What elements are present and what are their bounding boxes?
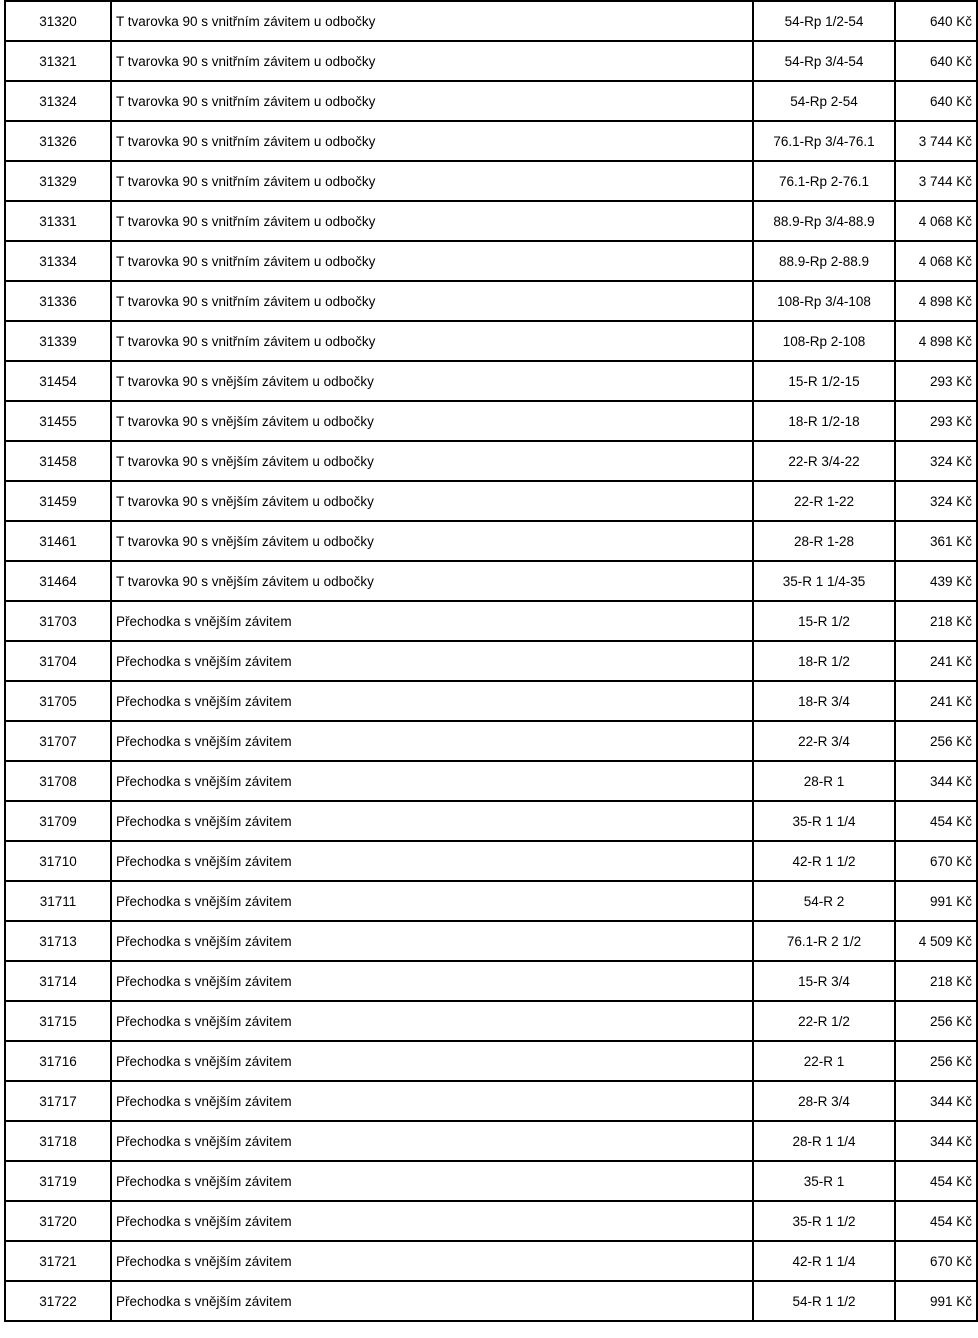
product-size: 22-R 1-22 bbox=[753, 481, 895, 521]
product-code: 31458 bbox=[5, 441, 111, 481]
product-size: 15-R 1/2-15 bbox=[753, 361, 895, 401]
product-price: 324 Kč bbox=[895, 481, 977, 521]
product-description: Přechodka s vnějším závitem bbox=[111, 881, 753, 921]
product-code: 31464 bbox=[5, 561, 111, 601]
product-code: 31705 bbox=[5, 681, 111, 721]
product-size: 54-Rp 1/2-54 bbox=[753, 1, 895, 41]
product-size: 35-R 1 bbox=[753, 1161, 895, 1201]
product-code: 31721 bbox=[5, 1241, 111, 1281]
product-description: T tvarovka 90 s vnitřním závitem u odbočky bbox=[111, 241, 753, 281]
table-row bbox=[5, 1161, 977, 1201]
product-code: 31722 bbox=[5, 1281, 111, 1321]
product-price: 4 068 Kč bbox=[895, 201, 977, 241]
product-size: 54-R 1 1/2 bbox=[753, 1281, 895, 1321]
product-code: 31713 bbox=[5, 921, 111, 961]
product-price: 454 Kč bbox=[895, 801, 977, 841]
product-code: 31703 bbox=[5, 601, 111, 641]
product-price: 991 Kč bbox=[895, 881, 977, 921]
table-row bbox=[5, 41, 977, 81]
product-price: 293 Kč bbox=[895, 361, 977, 401]
product-code: 31454 bbox=[5, 361, 111, 401]
product-code: 31331 bbox=[5, 201, 111, 241]
table-row bbox=[5, 1241, 977, 1281]
product-price: 344 Kč bbox=[895, 761, 977, 801]
product-code: 31334 bbox=[5, 241, 111, 281]
product-code: 31720 bbox=[5, 1201, 111, 1241]
product-price: 241 Kč bbox=[895, 681, 977, 721]
product-description: Přechodka s vnějším závitem bbox=[111, 601, 753, 641]
product-description: Přechodka s vnějším závitem bbox=[111, 961, 753, 1001]
product-price: 324 Kč bbox=[895, 441, 977, 481]
product-size: 35-R 1 1/4-35 bbox=[753, 561, 895, 601]
product-price: 4 898 Kč bbox=[895, 281, 977, 321]
table-row bbox=[5, 1281, 977, 1321]
product-price: 3 744 Kč bbox=[895, 121, 977, 161]
product-size: 28-R 1 bbox=[753, 761, 895, 801]
product-size: 18-R 1/2 bbox=[753, 641, 895, 681]
table-row bbox=[5, 921, 977, 961]
table-row bbox=[5, 681, 977, 721]
table-row bbox=[5, 441, 977, 481]
product-price: 218 Kč bbox=[895, 961, 977, 1001]
product-code: 31321 bbox=[5, 41, 111, 81]
product-size: 18-R 3/4 bbox=[753, 681, 895, 721]
product-description: Přechodka s vnějším závitem bbox=[111, 1161, 753, 1201]
product-code: 31336 bbox=[5, 281, 111, 321]
product-price: 3 744 Kč bbox=[895, 161, 977, 201]
product-code: 31719 bbox=[5, 1161, 111, 1201]
table-row bbox=[5, 1201, 977, 1241]
table-row bbox=[5, 1121, 977, 1161]
product-size: 22-R 1 bbox=[753, 1041, 895, 1081]
product-description: T tvarovka 90 s vnitřním závitem u odbočky bbox=[111, 1, 753, 41]
product-code: 31329 bbox=[5, 161, 111, 201]
table-row bbox=[5, 1041, 977, 1081]
product-description: T tvarovka 90 s vnějším závitem u odbočky bbox=[111, 561, 753, 601]
product-description: T tvarovka 90 s vnitřním závitem u odbočky bbox=[111, 321, 753, 361]
product-price: 218 Kč bbox=[895, 601, 977, 641]
product-code: 31324 bbox=[5, 81, 111, 121]
product-size: 76.1-R 2 1/2 bbox=[753, 921, 895, 961]
product-code: 31455 bbox=[5, 401, 111, 441]
table-row bbox=[5, 1081, 977, 1121]
table-row bbox=[5, 561, 977, 601]
product-description: T tvarovka 90 s vnitřním závitem u odbočky bbox=[111, 201, 753, 241]
product-size: 22-R 3/4-22 bbox=[753, 441, 895, 481]
product-code: 31326 bbox=[5, 121, 111, 161]
product-size: 15-R 1/2 bbox=[753, 601, 895, 641]
product-description: T tvarovka 90 s vnějším závitem u odbočky bbox=[111, 481, 753, 521]
product-code: 31716 bbox=[5, 1041, 111, 1081]
table-row bbox=[5, 601, 977, 641]
product-size: 54-Rp 2-54 bbox=[753, 81, 895, 121]
product-description: T tvarovka 90 s vnitřním závitem u odbočky bbox=[111, 121, 753, 161]
table-row bbox=[5, 321, 977, 361]
product-description: Přechodka s vnějším závitem bbox=[111, 1001, 753, 1041]
product-code: 31339 bbox=[5, 321, 111, 361]
product-code: 31459 bbox=[5, 481, 111, 521]
table-row bbox=[5, 881, 977, 921]
product-description: T tvarovka 90 s vnějším závitem u odbočky bbox=[111, 521, 753, 561]
product-description: Přechodka s vnějším závitem bbox=[111, 761, 753, 801]
product-price: 241 Kč bbox=[895, 641, 977, 681]
product-price: 256 Kč bbox=[895, 1041, 977, 1081]
product-size: 88.9-Rp 2-88.9 bbox=[753, 241, 895, 281]
product-size: 42-R 1 1/4 bbox=[753, 1241, 895, 1281]
product-price: 256 Kč bbox=[895, 721, 977, 761]
product-size: 76.1-Rp 2-76.1 bbox=[753, 161, 895, 201]
table-row bbox=[5, 161, 977, 201]
product-price: 4 068 Kč bbox=[895, 241, 977, 281]
product-price: 640 Kč bbox=[895, 41, 977, 81]
product-size: 108-Rp 3/4-108 bbox=[753, 281, 895, 321]
product-description: T tvarovka 90 s vnitřním závitem u odbočky bbox=[111, 161, 753, 201]
product-description: Přechodka s vnějším závitem bbox=[111, 1201, 753, 1241]
product-size: 54-Rp 3/4-54 bbox=[753, 41, 895, 81]
product-code: 31717 bbox=[5, 1081, 111, 1121]
product-code: 31320 bbox=[5, 1, 111, 41]
product-size: 88.9-Rp 3/4-88.9 bbox=[753, 201, 895, 241]
product-code: 31704 bbox=[5, 641, 111, 681]
price-list-body bbox=[5, 1, 977, 1321]
product-description: Přechodka s vnějším závitem bbox=[111, 1241, 753, 1281]
product-code: 31709 bbox=[5, 801, 111, 841]
product-description: T tvarovka 90 s vnějším závitem u odbočky bbox=[111, 441, 753, 481]
product-description: Přechodka s vnějším závitem bbox=[111, 921, 753, 961]
product-size: 22-R 1/2 bbox=[753, 1001, 895, 1041]
table-row bbox=[5, 361, 977, 401]
product-description: Přechodka s vnějším závitem bbox=[111, 1281, 753, 1321]
product-price: 344 Kč bbox=[895, 1081, 977, 1121]
product-description: Přechodka s vnějším závitem bbox=[111, 681, 753, 721]
product-price: 293 Kč bbox=[895, 401, 977, 441]
table-row bbox=[5, 801, 977, 841]
table-row bbox=[5, 81, 977, 121]
table-row bbox=[5, 281, 977, 321]
product-description: Přechodka s vnějším závitem bbox=[111, 841, 753, 881]
product-price: 344 Kč bbox=[895, 1121, 977, 1161]
product-price: 670 Kč bbox=[895, 841, 977, 881]
product-size: 76.1-Rp 3/4-76.1 bbox=[753, 121, 895, 161]
product-code: 31461 bbox=[5, 521, 111, 561]
product-price: 670 Kč bbox=[895, 1241, 977, 1281]
product-size: 15-R 3/4 bbox=[753, 961, 895, 1001]
table-row bbox=[5, 841, 977, 881]
product-price: 454 Kč bbox=[895, 1161, 977, 1201]
product-price: 256 Kč bbox=[895, 1001, 977, 1041]
product-price: 640 Kč bbox=[895, 81, 977, 121]
product-code: 31714 bbox=[5, 961, 111, 1001]
product-size: 28-R 3/4 bbox=[753, 1081, 895, 1121]
product-description: Přechodka s vnějším závitem bbox=[111, 801, 753, 841]
product-code: 31711 bbox=[5, 881, 111, 921]
table-row bbox=[5, 1, 977, 41]
table-row bbox=[5, 121, 977, 161]
product-price: 991 Kč bbox=[895, 1281, 977, 1321]
product-code: 31708 bbox=[5, 761, 111, 801]
product-code: 31715 bbox=[5, 1001, 111, 1041]
table-row bbox=[5, 521, 977, 561]
product-description: Přechodka s vnějším závitem bbox=[111, 1081, 753, 1121]
product-size: 35-R 1 1/2 bbox=[753, 1201, 895, 1241]
product-code: 31710 bbox=[5, 841, 111, 881]
product-price: 454 Kč bbox=[895, 1201, 977, 1241]
product-description: Přechodka s vnějším závitem bbox=[111, 641, 753, 681]
product-description: Přechodka s vnějším závitem bbox=[111, 721, 753, 761]
table-row bbox=[5, 761, 977, 801]
product-price: 361 Kč bbox=[895, 521, 977, 561]
table-row bbox=[5, 721, 977, 761]
product-size: 18-R 1/2-18 bbox=[753, 401, 895, 441]
product-description: T tvarovka 90 s vnitřním závitem u odbočky bbox=[111, 41, 753, 81]
product-size: 54-R 2 bbox=[753, 881, 895, 921]
price-list-table bbox=[4, 0, 978, 1322]
product-price: 4 509 Kč bbox=[895, 921, 977, 961]
product-description: T tvarovka 90 s vnitřním závitem u odbočky bbox=[111, 81, 753, 121]
table-row bbox=[5, 401, 977, 441]
table-row bbox=[5, 641, 977, 681]
product-price: 640 Kč bbox=[895, 1, 977, 41]
product-description: T tvarovka 90 s vnitřním závitem u odbočky bbox=[111, 281, 753, 321]
table-row bbox=[5, 201, 977, 241]
product-description: T tvarovka 90 s vnějším závitem u odbočky bbox=[111, 361, 753, 401]
product-size: 42-R 1 1/2 bbox=[753, 841, 895, 881]
table-row bbox=[5, 1001, 977, 1041]
product-code: 31707 bbox=[5, 721, 111, 761]
product-code: 31718 bbox=[5, 1121, 111, 1161]
table-row bbox=[5, 241, 977, 281]
product-size: 22-R 3/4 bbox=[753, 721, 895, 761]
table-row bbox=[5, 481, 977, 521]
product-size: 35-R 1 1/4 bbox=[753, 801, 895, 841]
product-description: T tvarovka 90 s vnějším závitem u odbočky bbox=[111, 401, 753, 441]
table-row bbox=[5, 961, 977, 1001]
product-description: Přechodka s vnějším závitem bbox=[111, 1121, 753, 1161]
product-size: 28-R 1 1/4 bbox=[753, 1121, 895, 1161]
product-description: Přechodka s vnějším závitem bbox=[111, 1041, 753, 1081]
product-size: 108-Rp 2-108 bbox=[753, 321, 895, 361]
product-price: 439 Kč bbox=[895, 561, 977, 601]
product-price: 4 898 Kč bbox=[895, 321, 977, 361]
product-size: 28-R 1-28 bbox=[753, 521, 895, 561]
